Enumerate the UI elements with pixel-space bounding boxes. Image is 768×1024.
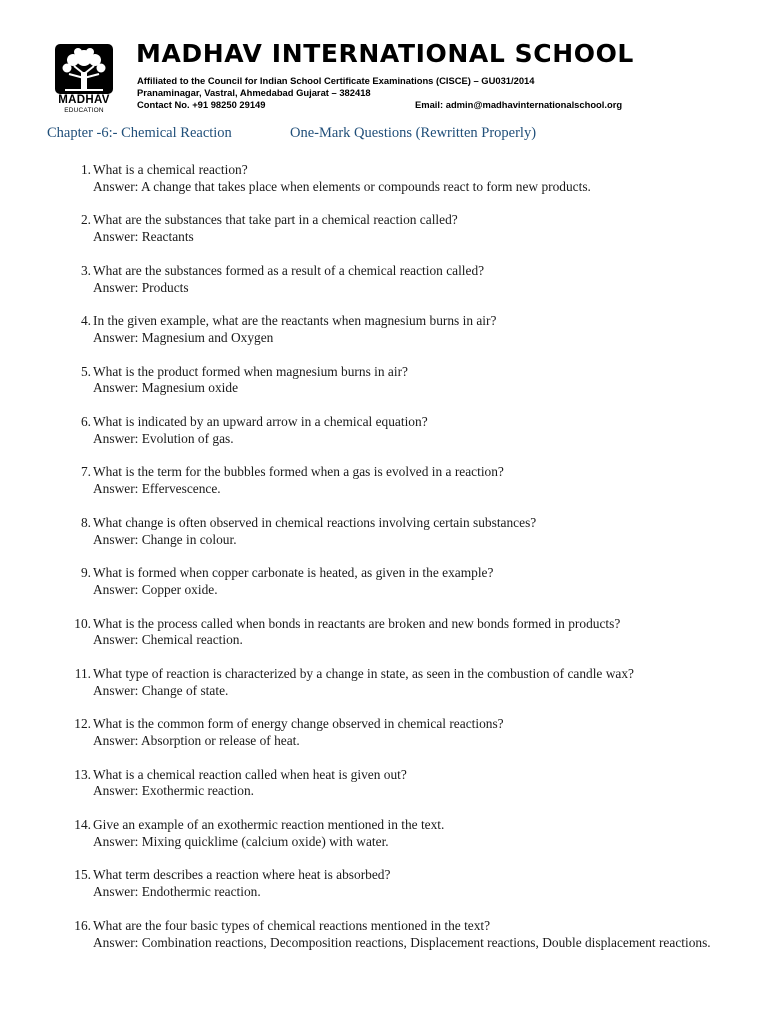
question-item [66,918,736,952]
answer-text: Answer: Exothermic reaction. [93,783,255,799]
question-number: 11. [74,665,91,681]
question-number: 2. [80,212,91,228]
answer-text: Answer: Magnesium oxide [93,380,239,396]
question-text: What is the common form of energy change observed in chemical reactions? [93,716,504,732]
question-text: What is the process called when bonds in reactants are broken and new bonds formed in products? [93,615,621,631]
answer-text: Answer: Endothermic reaction. [93,884,261,900]
question-item [66,616,736,650]
question-number: 7. [80,464,91,480]
chapter-title: Chapter -6:- Chemical Reaction [47,125,232,141]
question-number: 16. [74,917,91,933]
address-line: Pranaminagar, Vastral, Ahmedabad Gujarat – 382418 [137,87,371,98]
question-item [66,162,736,196]
question-item [66,263,736,297]
answer-text: Answer: A change that takes place when elements or compounds react to form new products. [93,178,591,194]
question-number: 3. [80,262,91,278]
question-text: What is a chemical reaction called when heat is given out? [93,766,407,782]
question-text: What is indicated by an upward arrow in a chemical equation? [93,413,428,429]
answer-text: Answer: Absorption or release of heat. [93,733,300,749]
question-number: 4. [80,313,91,329]
answer-text: Answer: Magnesium and Oxygen [93,329,274,345]
question-number: 15. [74,867,91,883]
question-list [66,162,736,968]
question-item [66,817,736,851]
question-item [66,313,736,347]
question-item [66,716,736,750]
answer-text: Answer: Products [93,279,189,295]
school-logo [49,44,119,116]
affiliation-line: Affiliated to the Council for Indian School Certificate Examinations (CISCE) – GU031/2014 [137,75,535,86]
answer-text: Answer: Copper oxide. [93,581,218,597]
answer-text: Answer: Mixing quicklime (calcium oxide) with water. [93,833,389,849]
question-item [66,364,736,398]
question-item [66,414,736,448]
question-number: 14. [74,817,91,833]
question-text: What are the substances formed as a result of a chemical reaction called? [93,262,485,278]
answer-text: Answer: Evolution of gas. [93,430,234,446]
question-item [66,212,736,246]
question-number: 5. [80,363,91,379]
question-text: What is a chemical reaction? [93,162,248,177]
answer-text: Answer: Change in colour. [93,531,237,547]
question-number: 9. [80,565,91,581]
question-number: 6. [80,413,91,429]
email-line: Email: admin@madhavinternationalschool.org [415,99,623,110]
logo-name: MADHAV [58,94,110,106]
question-text: What is formed when copper carbonate is heated, as given in the example? [93,565,494,581]
question-text: What is the product formed when magnesium burns in air? [93,363,408,379]
question-text: What are the substances that take part in a chemical reaction called? [93,212,458,228]
worksheet-subtitle: One-Mark Questions (Rewritten Properly) [290,125,537,141]
question-item [66,767,736,801]
answer-text: Answer: Combination reactions, Decomposition reactions, Displacement reactions, Double displacement reactions. [93,934,711,950]
question-item [66,666,736,700]
question-item [66,565,736,599]
question-text: What is the term for the bubbles formed when a gas is evolved in a reaction? [93,464,504,480]
question-item [66,867,736,901]
question-number: 1. [80,162,91,177]
answer-text: Answer: Change of state. [93,682,229,698]
question-item [66,515,736,549]
question-text: In the given example, what are the reactants when magnesium burns in air? [93,313,497,329]
question-number: 13. [74,766,91,782]
question-text: What are the four basic types of chemical reactions mentioned in the text? [93,917,491,933]
question-text: What term describes a reaction where heat is absorbed? [93,867,391,883]
question-number: 10. [74,615,91,631]
question-number: 8. [80,514,91,530]
question-text: What type of reaction is characterized by a change in state, as seen in the combustion of candle wax? [93,665,634,681]
logo-subtext: EDUCATION [64,107,104,114]
question-number: 12. [74,716,91,732]
school-name: MADHAV INTERNATIONAL SCHOOL [136,39,634,68]
answer-text: Answer: Chemical reaction. [93,632,243,648]
contact-line: Contact No. +91 98250 29149 [137,99,266,110]
question-item [66,464,736,498]
question-text: Give an example of an exothermic reaction mentioned in the text. [93,817,445,833]
question-text: What change is often observed in chemical reactions involving certain substances? [93,514,537,530]
answer-text: Answer: Effervescence. [93,481,221,497]
answer-text: Answer: Reactants [93,229,194,245]
